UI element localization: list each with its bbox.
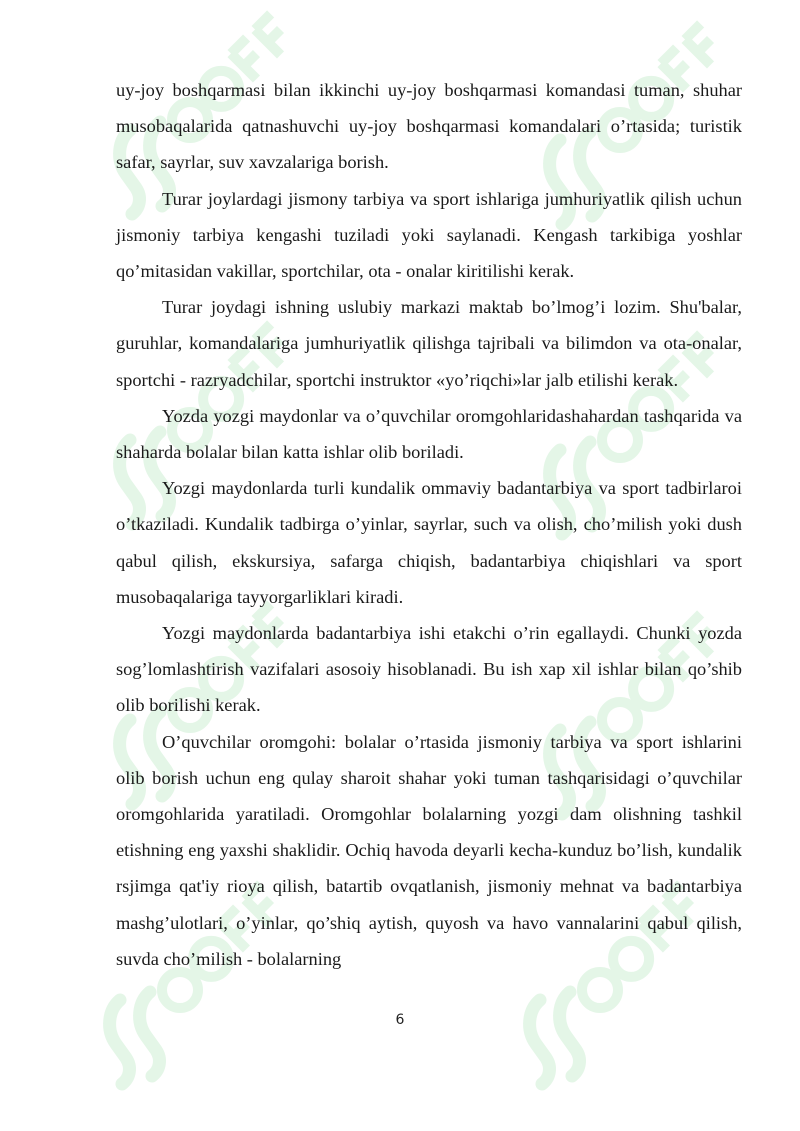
page-number: 6 [395,1012,405,1028]
paragraph-6: Yozgi maydonlarda badantarbiya ishi etakchi o’rin egallaydi. Chunki yozda sog’lomlashtirish vazifalari asosoiy hisoblanadi. Bu ish xap xil ishlar bilan qo’shib olib borilishi kerak. [116,623,742,716]
paragraph-5: Yozgi maydonlarda turli kundalik ommaviy badantarbiya va sport tadbirlaroi o’tkaziladi. Kundalik tadbirga o’yinlar, sayrlar, such va olish, cho’milish yoki dush qabul qilish, ekskursiya, safarga chiqish, badantarbiya chiqishlari va sport musobaqalariga tayyorgarliklari kiradi. [116,478,742,607]
paragraph-4: Yozda yozgi maydonlar va o’quvchilar oromgohlaridashahardan tashqarida va shaharda bolalar bilan katta ishlar olib boriladi. [116,405,742,463]
paragraph-3: Turar joydagi ishning uslubiy markazi maktab bo’lmog’i lozim. Shu'balar, guruhlar, komandalariga jumhuriyatlik qilishga tajribali va bilimdon va ota-onalar, sportchi - razryadchilar, sportchi instruktor «yo’riqchi»lar jalb etilishi kerak. [116,297,742,390]
paragraph-2: Turar joylardagi jismony tarbiya va sport ishlariga jumhuriyatlik qilish uchun jismoniy tarbiya kengashi tuziladi yoki saylanadi. Kengash tarkibiga yoshlar qo’mitasidan vakillar, sportchilar, ota - onalar kiritilishi kerak. [116,188,742,282]
paragraph-7: O’quvchilar oromgohi: bolalar o’rtasida jismoniy tarbiya va sport ishlarini olib borish uchun eng qulay sharoit shahar yoki tuman tashqarisidagi o’quvchilar oromgohlarida yaratiladi. Oromgohlar bolalarning yozgi dam olishning tashkil etishning eng yaxshi shaklidir. Ochiq havoda deyarli kecha-kunduz bo’lish, kundalik rsjimga qat'iy rioya qilish, batartib ovqatlanish, jismoniy mehnat va badantarbiya mashg’ulotlari, o’yinlar, qo’shiq aytish, quyosh va havo vannalarini qabul qilish, suvda cho’milish - bolalarning [116,731,742,969]
paragraph-1: uy-joy boshqarmasi bilan ikkinchi uy-joy boshqarmasi komandasi tuman, shuhar musobaqalarida qatnashuvchi uy-joy boshqarmasi komandalari o’rtasida; turistik safar, sayrlar, suv xavzalariga borish. [116,80,742,173]
document-body [116,72,742,977]
